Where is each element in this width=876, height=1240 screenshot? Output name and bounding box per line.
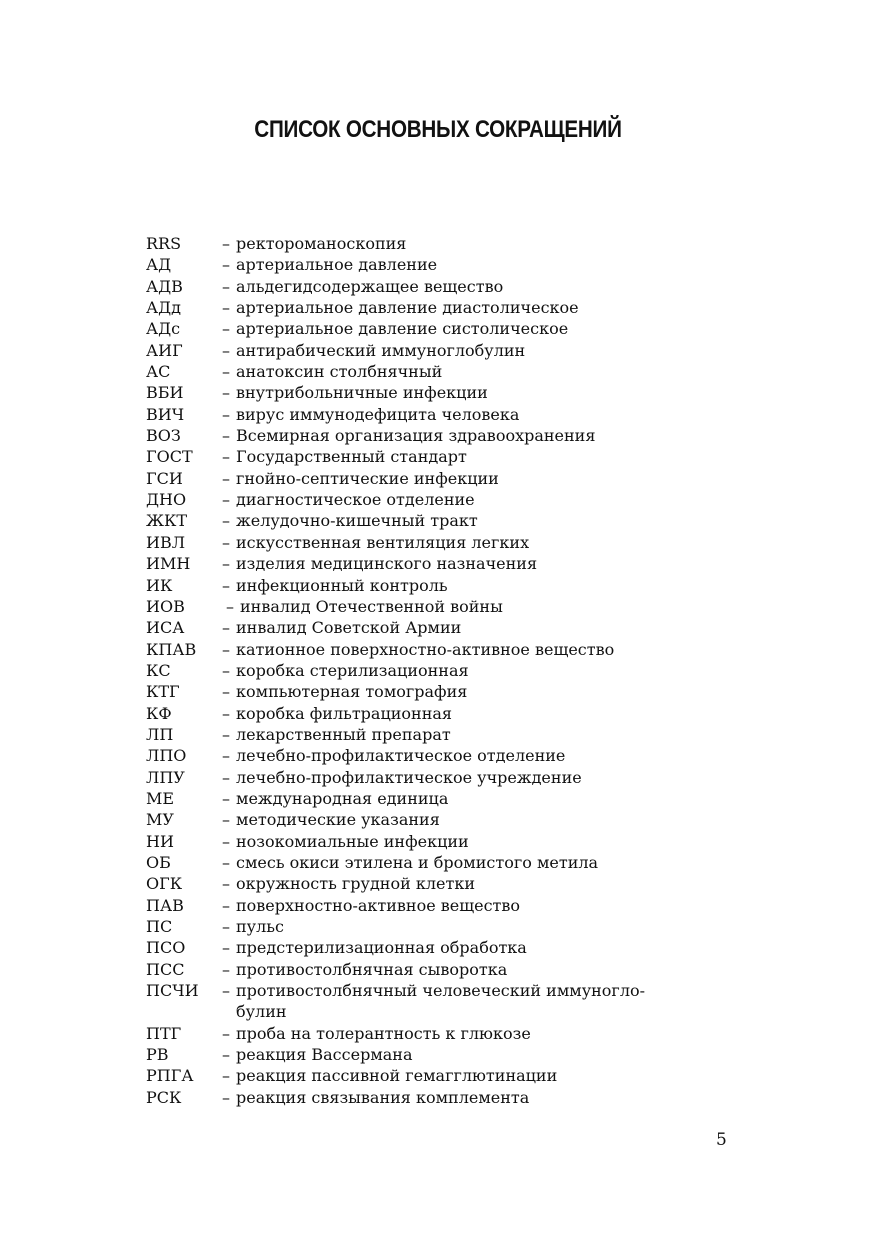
abbreviation-term: ИВЛ — [146, 532, 186, 552]
abbreviation-row — [146, 703, 746, 724]
abbreviation-row — [146, 895, 746, 916]
abbreviation-definition-group — [222, 510, 746, 531]
abbreviation-row — [146, 745, 746, 766]
dash-separator: – — [222, 276, 230, 296]
dash-separator: – — [222, 1066, 230, 1086]
abbreviation-definition-group — [222, 553, 746, 574]
abbreviation-row — [146, 639, 746, 660]
abbreviation-definition-group — [222, 617, 746, 638]
abbreviation-term: АДВ — [146, 276, 183, 296]
abbreviation-row — [146, 767, 746, 788]
dash-separator: – — [222, 362, 230, 382]
abbreviation-row — [146, 852, 746, 873]
dash-separator: – — [222, 383, 230, 403]
dash-separator: – — [222, 724, 230, 744]
abbreviation-row — [146, 596, 746, 617]
dash-separator: – — [222, 447, 230, 467]
abbreviation-row — [146, 276, 746, 297]
abbreviation-definition: Государственный стандарт — [236, 447, 467, 467]
abbreviation-term: НИ — [146, 831, 174, 851]
dash-separator: – — [222, 917, 230, 936]
abbreviation-term: ГОСТ — [146, 447, 193, 467]
abbreviation-definition: компьютерная томография — [236, 682, 468, 702]
abbreviation-term: КС — [146, 660, 171, 680]
abbreviation-term: КПАВ — [146, 639, 197, 659]
abbreviation-row — [146, 489, 746, 510]
abbreviation-definition-group — [222, 1065, 746, 1086]
abbreviation-definition-group — [222, 233, 746, 254]
abbreviation-definition: лечебно-профилактическое учреждение — [236, 767, 582, 787]
dash-separator: – — [222, 788, 230, 808]
abbreviation-definition-group — [222, 852, 746, 873]
abbreviation-term: ВБИ — [146, 383, 184, 403]
abbreviation-term: ПАВ — [146, 895, 184, 915]
abbreviation-definition-group — [222, 873, 746, 894]
abbreviation-definition-group — [222, 916, 746, 937]
abbreviation-term: ИСА — [146, 618, 185, 638]
abbreviation-row — [146, 575, 746, 596]
dash-separator: – — [222, 703, 230, 723]
abbreviation-definition: пульс — [236, 917, 284, 936]
dash-separator: – — [222, 1087, 230, 1107]
abbreviation-row — [146, 297, 746, 318]
dash-separator: – — [222, 1045, 230, 1065]
abbreviation-term: ПТГ — [146, 1023, 182, 1043]
abbreviation-definition-group — [222, 446, 746, 467]
abbreviation-definition: инвалид Отечественной войны — [240, 596, 503, 616]
abbreviation-term: АДд — [146, 298, 181, 318]
abbreviation-row — [146, 553, 746, 574]
abbreviation-row — [146, 361, 746, 382]
dash-separator: – — [222, 959, 230, 979]
abbreviation-row — [146, 724, 746, 745]
abbreviation-definition: реакция пассивной гемагглютинации — [236, 1066, 558, 1086]
dash-separator: – — [222, 981, 230, 1001]
dash-separator: – — [222, 554, 230, 574]
abbreviation-term: ИОВ — [146, 596, 185, 616]
abbreviation-term: КТГ — [146, 682, 180, 702]
abbreviation-row — [146, 1065, 746, 1086]
abbreviation-definition: коробка стерилизационная — [236, 660, 469, 680]
dash-separator: – — [222, 660, 230, 680]
dash-separator: – — [222, 490, 230, 510]
abbreviation-definition: гнойно-септические инфекции — [236, 468, 499, 488]
abbreviation-term: АД — [146, 255, 172, 275]
abbreviation-row — [146, 382, 746, 403]
abbreviation-definition: методические указания — [236, 810, 440, 830]
abbreviation-term: МУ — [146, 810, 174, 830]
abbreviation-definition: нозокомиальные инфекции — [236, 831, 469, 851]
abbreviation-definition-group — [222, 340, 746, 361]
abbreviation-row — [146, 681, 746, 702]
abbreviation-definition: международная единица — [236, 788, 449, 808]
abbreviation-definition-group — [222, 831, 746, 852]
abbreviation-term: ПСО — [146, 938, 186, 958]
abbreviation-definition-group — [222, 767, 746, 788]
abbreviation-row — [146, 831, 746, 852]
abbreviation-definition: предстерилизационная обработка — [236, 938, 527, 958]
abbreviation-term: ОГК — [146, 874, 183, 894]
abbreviation-term: АИГ — [146, 340, 183, 360]
abbreviation-row — [146, 617, 746, 638]
abbreviation-definition: катионное поверхностно-активное вещество — [236, 639, 615, 659]
abbreviation-term: АС — [146, 362, 171, 382]
abbreviation-definition: альдегидсодержащее вещество — [236, 276, 504, 296]
abbreviation-term: ПСС — [146, 959, 185, 979]
abbreviation-term: ИК — [146, 575, 173, 595]
abbreviation-definition-group — [222, 489, 746, 510]
dash-separator: – — [222, 852, 230, 872]
abbreviation-definition-group — [222, 297, 746, 318]
abbreviation-term: ЖКТ — [146, 511, 188, 531]
dash-separator: – — [222, 468, 230, 488]
dash-separator: – — [222, 340, 230, 360]
abbreviation-row — [146, 233, 746, 254]
abbreviation-row — [146, 510, 746, 531]
abbreviation-term: КФ — [146, 703, 172, 723]
dash-separator: – — [222, 532, 230, 552]
abbreviation-row — [146, 404, 746, 425]
abbreviation-definition: Всемирная организация здравоохранения — [236, 426, 596, 446]
abbreviation-definition: коробка фильтрационная — [236, 703, 453, 723]
abbreviation-row — [146, 959, 746, 980]
abbreviation-term: МЕ — [146, 788, 175, 808]
dash-separator: – — [222, 575, 230, 595]
abbreviation-row — [146, 468, 746, 489]
abbreviation-term: ВИЧ — [146, 404, 185, 424]
abbreviation-row — [146, 318, 746, 339]
dash-separator: – — [222, 618, 230, 638]
dash-separator: – — [222, 895, 230, 915]
abbreviation-definition: диагностическое отделение — [236, 490, 475, 510]
abbreviation-definition: вирус иммунодефицита человека — [236, 404, 520, 424]
page-number: 5 — [716, 1130, 727, 1150]
abbreviation-definition: ректороманоскопия — [236, 234, 407, 253]
abbreviation-definition-group — [222, 382, 746, 403]
dash-separator: – — [222, 319, 230, 339]
abbreviation-definition: противостолбнячная сыворотка — [236, 959, 508, 979]
dash-separator: – — [222, 682, 230, 702]
abbreviation-term: ДНО — [146, 490, 187, 510]
abbreviation-definition-group — [222, 660, 746, 681]
abbreviation-definition-group — [222, 575, 746, 596]
abbreviation-definition-group — [222, 980, 746, 1023]
abbreviation-row — [146, 446, 746, 467]
abbreviation-definition-group — [222, 681, 746, 702]
abbreviation-row — [146, 809, 746, 830]
dash-separator: – — [222, 511, 230, 531]
abbreviation-term: РВ — [146, 1045, 169, 1065]
abbreviation-definition: инфекционный контроль — [236, 575, 448, 595]
abbreviation-term: ЛПУ — [146, 767, 185, 787]
abbreviation-term: ЛП — [146, 724, 174, 744]
abbreviation-definition: инвалид Советской Армии — [236, 618, 462, 638]
abbreviation-definition: анатоксин столбнячный — [236, 362, 443, 382]
abbreviation-definition: лечебно-профилактическое отделение — [236, 746, 566, 766]
abbreviation-row — [146, 980, 746, 1023]
abbreviation-definition-group — [222, 745, 746, 766]
dash-separator: – — [222, 426, 230, 446]
abbreviation-definition: окружность грудной клетки — [236, 874, 475, 894]
abbreviation-list — [146, 233, 746, 1108]
abbreviation-row — [146, 1087, 746, 1108]
dash-separator: – — [222, 234, 230, 253]
abbreviation-definition: реакция связывания комплемента — [236, 1087, 530, 1107]
abbreviation-definition: желудочно-кишечный тракт — [236, 511, 478, 531]
abbreviation-definition-group — [222, 809, 746, 830]
abbreviation-row — [146, 937, 746, 958]
abbreviation-definition-group — [222, 1044, 746, 1065]
abbreviation-row — [146, 425, 746, 446]
abbreviation-definition: артериальное давление диастолическое — [236, 298, 579, 318]
abbreviation-term: RRS — [146, 234, 182, 253]
abbreviation-row — [146, 660, 746, 681]
abbreviation-definition: проба на толерантность к глюкозе — [236, 1023, 531, 1043]
dash-separator: – — [222, 255, 230, 275]
abbreviation-row — [146, 916, 746, 937]
abbreviation-definition-group — [222, 404, 746, 425]
dash-separator: – — [226, 596, 234, 616]
abbreviation-row — [146, 254, 746, 275]
abbreviation-definition-group — [222, 254, 746, 275]
abbreviation-definition: внутрибольничные инфекции — [236, 383, 488, 403]
abbreviation-term: ОБ — [146, 852, 171, 872]
abbreviation-row — [146, 1023, 746, 1044]
abbreviation-row — [146, 340, 746, 361]
abbreviation-definition-group — [222, 532, 746, 553]
page-title: СПИСОК ОСНОВНЫХ СОКРАЩЕНИЙ — [254, 116, 622, 143]
abbreviation-definition: искусственная вентиляция легких — [236, 532, 530, 552]
abbreviation-definition-group — [222, 361, 746, 382]
dash-separator: – — [222, 874, 230, 894]
abbreviation-row — [146, 532, 746, 553]
dash-separator: – — [222, 404, 230, 424]
abbreviation-definition-group — [222, 425, 746, 446]
abbreviation-definition-group — [222, 724, 746, 745]
abbreviation-definition: поверхностно-активное вещество — [236, 895, 521, 915]
abbreviation-definition-group — [222, 788, 746, 809]
abbreviation-definition-group — [222, 318, 746, 339]
abbreviation-term: РПГА — [146, 1066, 194, 1086]
dash-separator: – — [222, 831, 230, 851]
abbreviation-definition-group — [222, 959, 746, 980]
abbreviation-definition-group — [222, 639, 746, 660]
abbreviation-term: ПСЧИ — [146, 981, 199, 1001]
abbreviation-definition: антирабический иммуноглобулин — [236, 340, 526, 360]
abbreviation-definition-group — [222, 1023, 746, 1044]
abbreviation-definition: лекарственный препарат — [236, 724, 451, 744]
dash-separator: – — [222, 639, 230, 659]
abbreviation-term: ГСИ — [146, 468, 183, 488]
abbreviation-definition-group — [222, 703, 746, 724]
abbreviation-definition-group — [222, 895, 746, 916]
abbreviation-definition-group — [222, 276, 746, 297]
dash-separator: – — [222, 298, 230, 318]
abbreviation-term: ПС — [146, 917, 173, 936]
abbreviation-definition: противостолбнячный человеческий иммуногло- булин — [236, 981, 646, 1022]
abbreviation-term: ВОЗ — [146, 426, 181, 446]
abbreviation-definition: артериальное давление систолическое — [236, 319, 569, 339]
dash-separator: – — [222, 767, 230, 787]
abbreviation-row — [146, 1044, 746, 1065]
dash-separator: – — [222, 1023, 230, 1043]
abbreviation-term: ЛПО — [146, 746, 187, 766]
abbreviation-definition-group — [222, 1087, 746, 1108]
abbreviation-definition-group — [222, 468, 746, 489]
abbreviation-term: ИМН — [146, 554, 191, 574]
dash-separator: – — [222, 938, 230, 958]
abbreviation-definition: смесь окиси этилена и бромистого метила — [236, 852, 599, 872]
abbreviation-definition-group — [222, 596, 746, 617]
abbreviation-definition: изделия медицинского назначения — [236, 554, 538, 574]
dash-separator: – — [222, 746, 230, 766]
abbreviation-term: АДс — [146, 319, 181, 339]
abbreviation-row — [146, 788, 746, 809]
abbreviation-definition: реакция Вассермана — [236, 1045, 413, 1065]
abbreviation-row — [146, 873, 746, 894]
abbreviation-definition: артериальное давление — [236, 255, 438, 275]
abbreviation-term: РСК — [146, 1087, 182, 1107]
dash-separator: – — [222, 810, 230, 830]
abbreviation-definition-group — [222, 937, 746, 958]
